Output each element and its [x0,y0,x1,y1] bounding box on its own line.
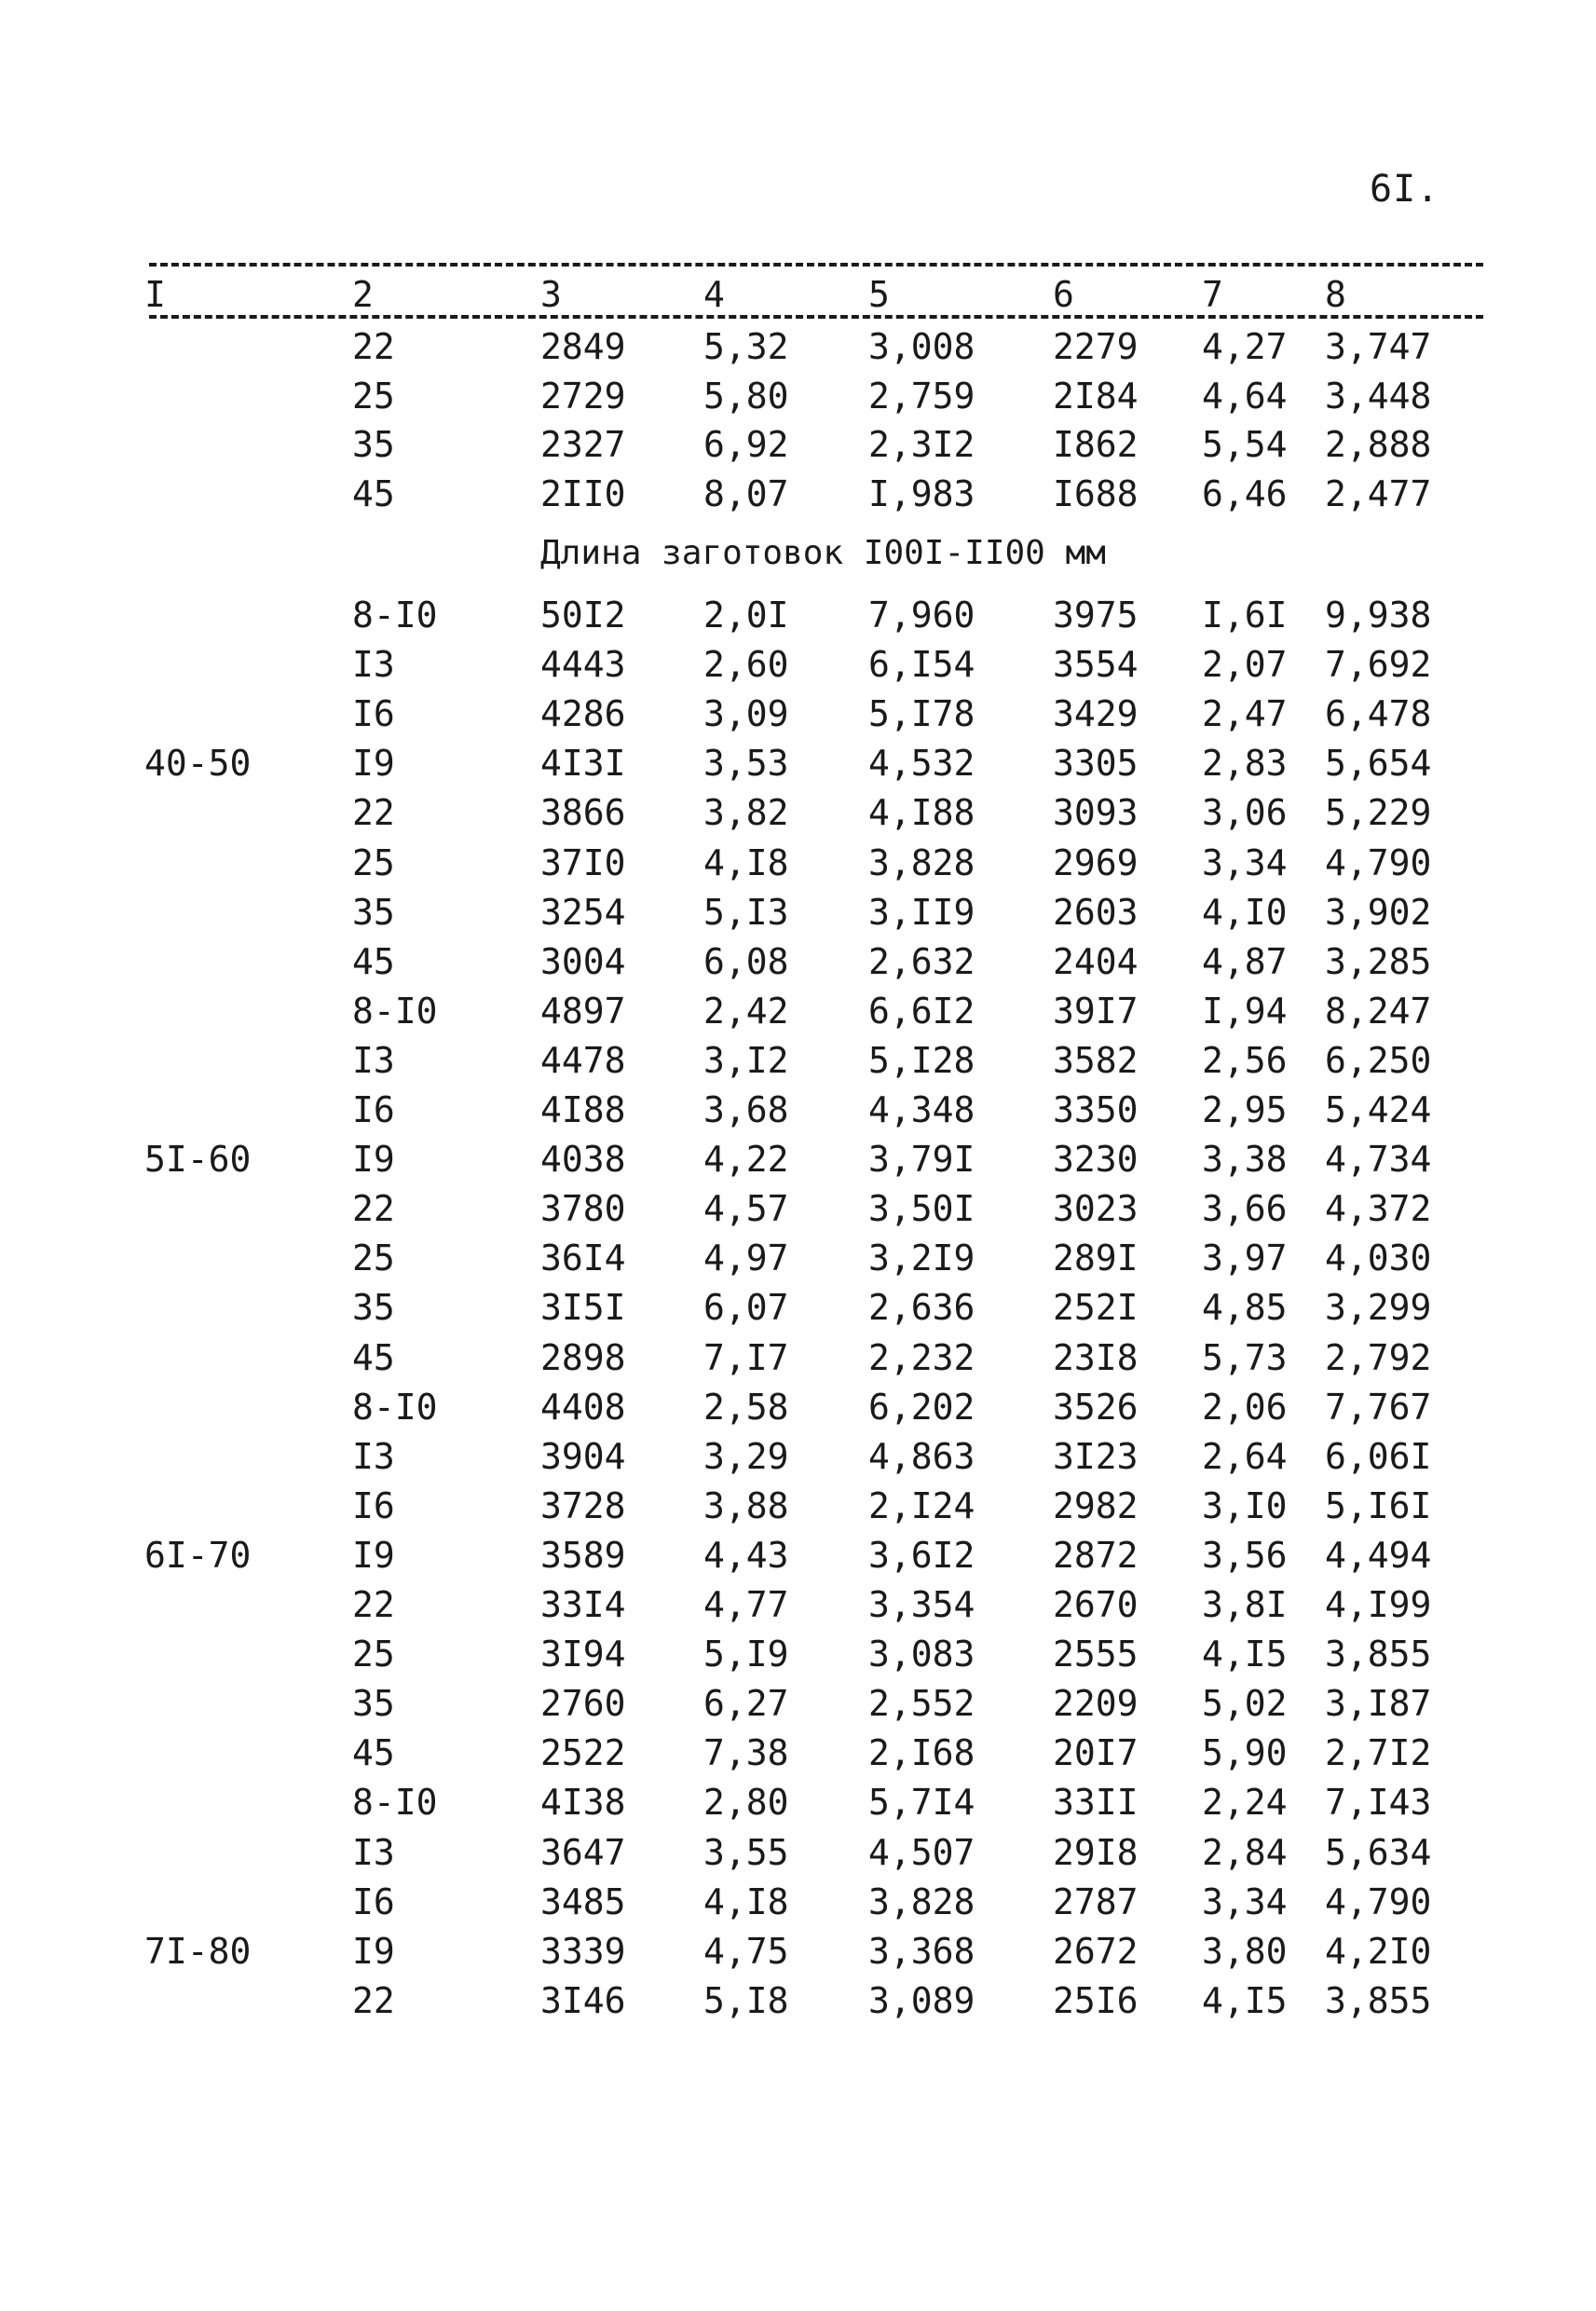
table-cell-col-6: I862 [1053,424,1139,465]
table-cell-col-4: 5,I8 [703,1979,789,2021]
table-cell-col-2: I9 [352,743,395,785]
table-cell-col-2: 25 [352,841,395,883]
table-cell-col-8: 3,747 [1325,326,1432,367]
table-cell-col-6: 2982 [1053,1484,1139,1526]
table-cell-col-3: 4I38 [540,1782,626,1824]
table-cell-col-4: 3,29 [703,1435,789,1477]
table-cell-col-5: 3,II9 [868,891,975,933]
table-cell-col-3: 33I4 [540,1584,626,1625]
table-row [0,372,1596,420]
table-row [0,690,1596,738]
table-cell-col-6: 2603 [1053,891,1139,933]
table-cell-col-3: 37I0 [540,841,626,883]
table-row [0,788,1596,837]
table-cell-col-4: 3,53 [703,743,789,785]
table-cell-col-5: 7,960 [868,595,975,636]
table-cell-col-3: 4286 [540,693,626,735]
table-row [0,987,1596,1035]
table-cell-col-5: 2,552 [868,1683,975,1725]
table-cell-col-4: 6,92 [703,424,789,465]
table-cell-col-5: 3,6I2 [868,1534,975,1576]
table-cell-col-3: 3004 [540,940,626,982]
table-cell-col-7: 5,73 [1202,1336,1288,1378]
table-cell-col-8: 6,06I [1325,1435,1432,1477]
table-row [0,1976,1596,2025]
table-cell-col-6: 2969 [1053,841,1139,883]
table-row [0,1383,1596,1431]
table-cell-col-4: 4,I8 [703,1880,789,1922]
table-cell-col-3: 2729 [540,375,626,417]
table-cell-col-2: 45 [352,940,395,982]
table-row [0,1679,1596,1728]
table-cell-col-5: 3,50I [868,1188,975,1230]
table-cell-col-7: 3,80 [1202,1930,1288,1972]
table-cell-col-4: 6,08 [703,940,789,982]
table-cell-col-4: 3,82 [703,792,789,834]
table-cell-col-8: 7,692 [1325,644,1432,686]
table-cell-col-6: 39I7 [1053,990,1139,1032]
table-cell-col-2: I3 [352,1435,395,1477]
table-cell-col-5: 4,348 [868,1089,975,1130]
table-cell-col-5: 5,7I4 [868,1782,975,1824]
table-cell-col-5: 5,I78 [868,693,975,735]
table-cell-col-5: 2,232 [868,1336,975,1378]
table-cell-col-6: 3093 [1053,792,1139,834]
table-row [0,1580,1596,1629]
table-row [0,937,1596,986]
table-cell-col-8: 4,790 [1325,1880,1432,1922]
table-cell-col-6: 3975 [1053,595,1139,636]
table-cell-col-8: 4,372 [1325,1188,1432,1230]
table-cell-col-3: 3339 [540,1930,626,1972]
table-header-rule [149,315,1483,319]
table-cell-col-2: I6 [352,693,395,735]
table-row [0,1234,1596,1282]
table-cell-col-5: 4,I88 [868,792,975,834]
table-cell-col-4: 5,I9 [703,1634,789,1675]
table-cell-col-7: 2,64 [1202,1435,1288,1477]
table-cell-col-4: 7,38 [703,1732,789,1774]
table-cell-col-2: I9 [352,1930,395,1972]
table-cell-col-8: 7,I43 [1325,1782,1432,1824]
table-cell-col-4: 3,09 [703,693,789,735]
table-cell-col-8: 6,250 [1325,1039,1432,1081]
table-cell-col-6: 23I8 [1053,1336,1139,1378]
table-cell-col-8: 2,792 [1325,1336,1432,1378]
table-row [0,1927,1596,1976]
table-cell-col-7: 4,64 [1202,375,1288,417]
table-cell-col-5: 2,3I2 [868,424,975,465]
table-cell-col-5: 6,6I2 [868,990,975,1032]
table-cell-col-8: 3,299 [1325,1287,1432,1329]
table-cell-col-7: 2,24 [1202,1782,1288,1824]
table-cell-col-3: 2II0 [540,472,626,514]
table-cell-col-5: 3,828 [868,841,975,883]
table-cell-col-3: 4408 [540,1386,626,1428]
table-cell-col-8: 9,938 [1325,595,1432,636]
table-cell-col-8: 6,478 [1325,693,1432,735]
table-cell-col-3: 4897 [540,990,626,1032]
table-cell-col-8: 3,902 [1325,891,1432,933]
table-row [0,1531,1596,1579]
table-cell-col-3: 3904 [540,1435,626,1477]
table-cell-col-5: 5,I28 [868,1039,975,1081]
table-cell-col-6: 3023 [1053,1188,1139,1230]
column-header-5: 5 [868,274,890,315]
table-cell-col-3: 3I94 [540,1634,626,1675]
table-cell-col-7: 4,I0 [1202,891,1288,933]
table-cell-col-4: 4,22 [703,1139,789,1181]
table-cell-col-7: 3,06 [1202,792,1288,834]
table-cell-col-7: 3,34 [1202,841,1288,883]
table-cell-col-7: 3,66 [1202,1188,1288,1230]
table-cell-col-6: 3554 [1053,644,1139,686]
table-cell-col-8: 3,448 [1325,375,1432,417]
table-cell-col-2: I6 [352,1880,395,1922]
table-row [0,1878,1596,1926]
table-cell-col-6: 289I [1053,1238,1139,1279]
table-cell-col-2: 8-I0 [352,990,438,1032]
table-cell-col-4: 4,75 [703,1930,789,1972]
table-cell-col-8: 2,888 [1325,424,1432,465]
table-cell-col-4: 2,58 [703,1386,789,1428]
table-top-rule [149,263,1483,267]
table-cell-col-5: 3,008 [868,326,975,367]
table-row [0,839,1596,887]
table-cell-col-4: 3,55 [703,1831,789,1873]
table-row [0,1283,1596,1332]
table-cell-col-1: 6I-70 [144,1534,252,1576]
table-cell-col-8: 4,494 [1325,1534,1432,1576]
table-cell-col-7: I,94 [1202,990,1288,1032]
table-cell-col-5: 6,I54 [868,644,975,686]
table-cell-col-8: 5,634 [1325,1831,1432,1873]
table-cell-col-3: 4I88 [540,1089,626,1130]
table-cell-col-8: 5,424 [1325,1089,1432,1130]
table-cell-col-6: 3350 [1053,1089,1139,1130]
table-cell-col-2: 45 [352,1336,395,1378]
column-header-7: 7 [1202,274,1223,315]
table-cell-col-5: 4,863 [868,1435,975,1477]
table-cell-col-7: 5,02 [1202,1683,1288,1725]
table-cell-col-2: 22 [352,792,395,834]
table-cell-col-8: 4,I99 [1325,1584,1432,1625]
table-cell-col-1: 7I-80 [144,1930,252,1972]
table-cell-col-4: 2,0I [703,595,789,636]
table-cell-col-2: 22 [352,1584,395,1625]
table-cell-col-2: 22 [352,1188,395,1230]
table-cell-col-6: 3305 [1053,743,1139,785]
table-row [0,888,1596,937]
table-cell-col-6: 3I23 [1053,1435,1139,1477]
table-cell-col-3: 2849 [540,326,626,367]
table-cell-col-6: 3429 [1053,693,1139,735]
table-cell-col-6: 3526 [1053,1386,1139,1428]
table-cell-col-6: 2670 [1053,1584,1139,1625]
table-cell-col-3: 3647 [540,1831,626,1873]
table-cell-col-5: 6,202 [868,1386,975,1428]
table-cell-col-7: 2,47 [1202,693,1288,735]
table-cell-col-6: 2404 [1053,940,1139,982]
table-cell-col-7: 2,95 [1202,1089,1288,1130]
table-cell-col-7: 3,8I [1202,1584,1288,1625]
table-cell-col-7: 5,54 [1202,424,1288,465]
table-cell-col-3: 3485 [540,1880,626,1922]
table-cell-col-7: 3,34 [1202,1880,1288,1922]
table-row [0,1729,1596,1777]
table-cell-col-4: 3,88 [703,1484,789,1526]
table-cell-col-6: I688 [1053,472,1139,514]
column-header-3: 3 [540,274,562,315]
table-cell-col-5: 2,I68 [868,1732,975,1774]
table-cell-col-3: 4038 [540,1139,626,1181]
table-cell-col-2: 25 [352,1238,395,1279]
table-cell-col-3: 3780 [540,1188,626,1230]
table-row [0,470,1596,518]
table-cell-col-2: 35 [352,1683,395,1725]
table-cell-col-8: 4,2I0 [1325,1930,1432,1972]
table-cell-col-8: 5,654 [1325,743,1432,785]
table-cell-col-4: 7,I7 [703,1336,789,1378]
table-row [0,1333,1596,1382]
table-cell-col-8: 3,855 [1325,1979,1432,2021]
table-cell-col-2: 35 [352,891,395,933]
table-cell-col-5: I,983 [868,472,975,514]
section-title: Длина заготовок I00I-II00 мм [540,534,1106,572]
table-row [0,1630,1596,1678]
table-cell-col-2: 8-I0 [352,595,438,636]
table-row [0,1036,1596,1085]
table-cell-col-3: 3728 [540,1484,626,1526]
table-cell-col-6: 29I8 [1053,1831,1139,1873]
table-cell-col-2: I9 [352,1139,395,1181]
table-cell-col-8: 8,247 [1325,990,1432,1032]
page-number: 6I. [1370,168,1440,211]
table-cell-col-4: 4,I8 [703,841,789,883]
table-cell-col-2: I6 [352,1089,395,1130]
table-cell-col-8: 4,030 [1325,1238,1432,1279]
table-cell-col-8: 2,477 [1325,472,1432,514]
table-row [0,1828,1596,1877]
table-cell-col-6: 2I84 [1053,375,1139,417]
table-cell-col-4: 6,07 [703,1287,789,1329]
table-cell-col-5: 3,354 [868,1584,975,1625]
table-cell-col-4: 4,57 [703,1188,789,1230]
table-cell-col-2: 25 [352,375,395,417]
table-cell-col-5: 3,089 [868,1979,975,2021]
table-cell-col-3: 3866 [540,792,626,834]
table-cell-col-3: 2327 [540,424,626,465]
table-cell-col-5: 3,083 [868,1634,975,1675]
table-cell-col-7: 4,27 [1202,326,1288,367]
table-cell-col-2: I3 [352,1039,395,1081]
table-cell-col-4: 4,97 [703,1238,789,1279]
table-cell-col-3: 3589 [540,1534,626,1576]
table-cell-col-2: 8-I0 [352,1782,438,1824]
table-row [0,1086,1596,1134]
table-cell-col-3: 4443 [540,644,626,686]
table-cell-col-2: I9 [352,1534,395,1576]
table-cell-col-6: 2209 [1053,1683,1139,1725]
column-header-4: 4 [703,274,725,315]
table-cell-col-6: 2787 [1053,1880,1139,1922]
table-cell-col-2: 35 [352,424,395,465]
table-cell-col-5: 2,632 [868,940,975,982]
table-cell-col-2: 45 [352,472,395,514]
table-cell-col-3: 2522 [540,1732,626,1774]
table-cell-col-8: 7,767 [1325,1386,1432,1428]
table-cell-col-2: I3 [352,1831,395,1873]
table-cell-col-6: 33II [1053,1782,1139,1824]
table-cell-col-7: 4,I5 [1202,1979,1288,2021]
table-cell-col-4: 5,I3 [703,891,789,933]
table-cell-col-5: 3,828 [868,1880,975,1922]
table-cell-col-7: 4,85 [1202,1287,1288,1329]
table-cell-col-8: 3,285 [1325,940,1432,982]
table-cell-col-1: 40-50 [144,743,252,785]
table-cell-col-5: 2,I24 [868,1484,975,1526]
table-row [0,1184,1596,1233]
table-row [0,420,1596,469]
table-cell-col-6: 25I6 [1053,1979,1139,2021]
table-cell-col-6: 3230 [1053,1139,1139,1181]
table-cell-col-6: 2872 [1053,1534,1139,1576]
table-cell-col-5: 2,759 [868,375,975,417]
table-cell-col-5: 2,636 [868,1287,975,1329]
table-cell-col-3: 3I46 [540,1979,626,2021]
table-cell-col-7: 2,84 [1202,1831,1288,1873]
table-cell-col-2: 45 [352,1732,395,1774]
table-row [0,640,1596,689]
table-cell-col-7: 4,87 [1202,940,1288,982]
table-cell-col-4: 5,32 [703,326,789,367]
table-cell-col-8: 3,855 [1325,1634,1432,1675]
table-cell-col-4: 6,27 [703,1683,789,1725]
table-cell-col-8: 3,I87 [1325,1683,1432,1725]
table-cell-col-3: 2760 [540,1683,626,1725]
table-cell-col-7: 3,38 [1202,1139,1288,1181]
table-cell-col-7: 2,83 [1202,743,1288,785]
table-cell-col-2: 22 [352,326,395,367]
table-cell-col-6: 2279 [1053,326,1139,367]
table-cell-col-8: 2,7I2 [1325,1732,1432,1774]
table-row [0,1432,1596,1481]
table-cell-col-7: 3,97 [1202,1238,1288,1279]
table-cell-col-2: 35 [352,1287,395,1329]
table-cell-col-4: 4,77 [703,1584,789,1625]
table-row [0,739,1596,787]
table-cell-col-6: 3582 [1053,1039,1139,1081]
table-cell-col-4: 2,42 [703,990,789,1032]
table-cell-col-7: 4,I5 [1202,1634,1288,1675]
table-cell-col-1: 5I-60 [144,1139,252,1181]
table-cell-col-7: 3,56 [1202,1534,1288,1576]
table-cell-col-5: 4,532 [868,743,975,785]
table-cell-col-4: 3,I2 [703,1039,789,1081]
table-row [0,1135,1596,1183]
table-cell-col-4: 2,80 [703,1782,789,1824]
table-cell-col-6: 2672 [1053,1930,1139,1972]
table-cell-col-5: 4,507 [868,1831,975,1873]
table-cell-col-8: 4,790 [1325,841,1432,883]
table-cell-col-2: I6 [352,1484,395,1526]
table-cell-col-3: 4478 [540,1039,626,1081]
table-cell-col-7: 6,46 [1202,472,1288,514]
table-header-row [0,270,1596,317]
table-cell-col-7: I,6I [1202,595,1288,636]
table-cell-col-5: 3,368 [868,1930,975,1972]
table-cell-col-7: 5,90 [1202,1732,1288,1774]
table-cell-col-6: 2555 [1053,1634,1139,1675]
table-cell-col-2: 22 [352,1979,395,2021]
table-cell-col-4: 4,43 [703,1534,789,1576]
column-header-2: 2 [352,274,374,315]
table-cell-col-8: 4,734 [1325,1139,1432,1181]
column-header-1: I [144,274,166,315]
table-cell-col-2: I3 [352,644,395,686]
table-cell-col-6: 252I [1053,1287,1139,1329]
table-cell-col-7: 2,07 [1202,644,1288,686]
table-cell-col-8: 5,229 [1325,792,1432,834]
table-cell-col-3: 2898 [540,1336,626,1378]
table-cell-col-7: 2,56 [1202,1039,1288,1081]
table-cell-col-3: 3254 [540,891,626,933]
table-cell-col-7: 3,I0 [1202,1484,1288,1526]
table-cell-col-4: 3,68 [703,1089,789,1130]
table-cell-col-2: 25 [352,1634,395,1675]
table-row [0,1482,1596,1530]
table-cell-col-2: 8-I0 [352,1386,438,1428]
table-cell-col-3: 4I3I [540,743,626,785]
table-cell-col-7: 2,06 [1202,1386,1288,1428]
table-cell-col-5: 3,79I [868,1139,975,1181]
column-header-8: 8 [1325,274,1346,315]
table-row [0,322,1596,371]
column-header-6: 6 [1053,274,1074,315]
table-row [0,591,1596,639]
table-cell-col-6: 20I7 [1053,1732,1139,1774]
table-cell-col-4: 8,07 [703,472,789,514]
table-cell-col-8: 5,I6I [1325,1484,1432,1526]
table-cell-col-3: 36I4 [540,1238,626,1279]
table-cell-col-5: 3,2I9 [868,1238,975,1279]
table-cell-col-3: 50I2 [540,595,626,636]
table-cell-col-4: 2,60 [703,644,789,686]
table-row [0,1778,1596,1826]
table-cell-col-4: 5,80 [703,375,789,417]
table-cell-col-3: 3I5I [540,1287,626,1329]
